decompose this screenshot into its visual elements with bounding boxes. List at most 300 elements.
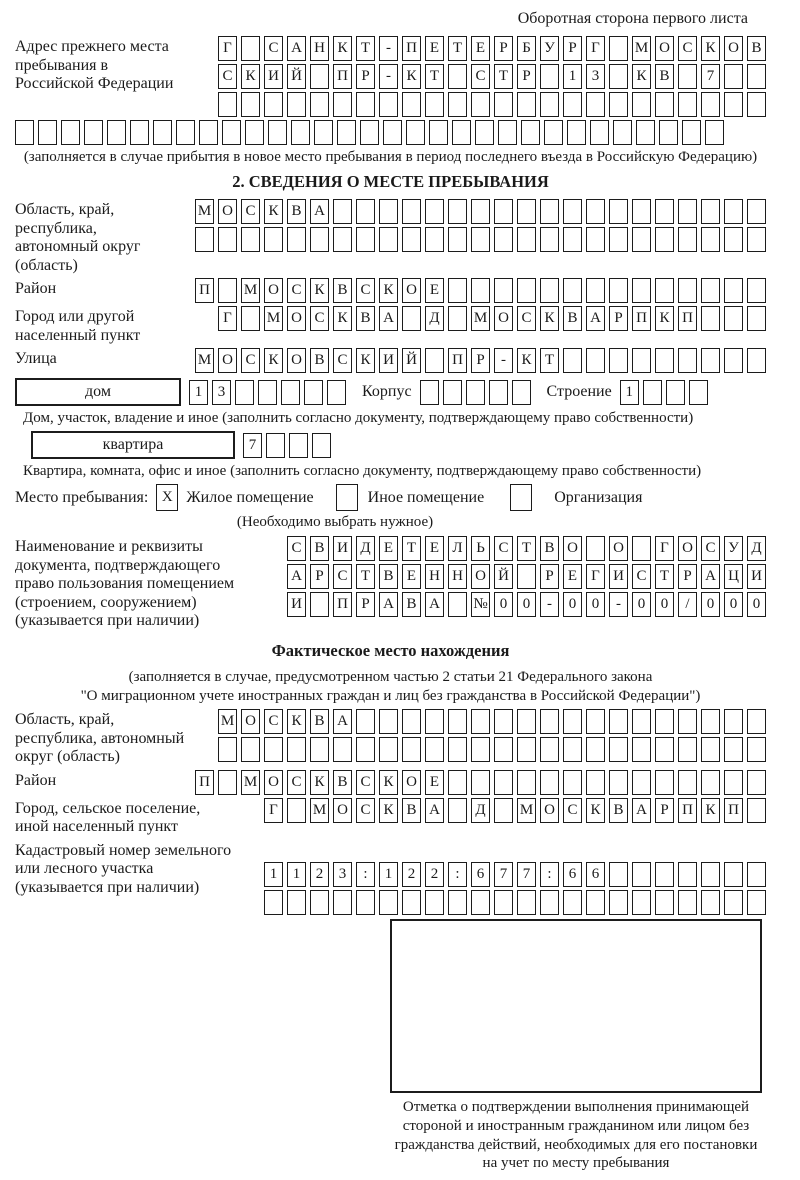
char-box[interactable]	[337, 120, 356, 145]
char-box[interactable]: К	[402, 64, 421, 89]
char-box[interactable]: А	[425, 798, 444, 823]
char-box[interactable]: 7	[701, 64, 720, 89]
char-box[interactable]	[747, 709, 766, 734]
char-box[interactable]: К	[333, 306, 352, 331]
char-box[interactable]: С	[471, 64, 490, 89]
char-box[interactable]: Р	[609, 306, 628, 331]
char-box[interactable]	[264, 92, 283, 117]
char-box[interactable]: С	[241, 348, 260, 373]
char-box[interactable]: В	[747, 36, 766, 61]
char-box[interactable]: 7	[517, 862, 536, 887]
char-box[interactable]: К	[264, 348, 283, 373]
char-box[interactable]	[448, 592, 467, 617]
char-box[interactable]: /	[678, 592, 697, 617]
char-box[interactable]: И	[747, 564, 766, 589]
char-box[interactable]	[544, 120, 563, 145]
char-box[interactable]	[563, 709, 582, 734]
char-box[interactable]	[333, 92, 352, 117]
char-box[interactable]	[379, 199, 398, 224]
char-box[interactable]	[678, 64, 697, 89]
char-box[interactable]: О	[264, 770, 283, 795]
char-box[interactable]	[356, 92, 375, 117]
char-box[interactable]	[632, 536, 651, 561]
char-box[interactable]: О	[264, 278, 283, 303]
char-box[interactable]	[540, 278, 559, 303]
char-box[interactable]	[241, 737, 260, 762]
char-box[interactable]	[517, 564, 536, 589]
char-box[interactable]: О	[678, 536, 697, 561]
char-box[interactable]	[655, 737, 674, 762]
char-box[interactable]	[609, 199, 628, 224]
char-box[interactable]	[448, 798, 467, 823]
char-box[interactable]	[448, 92, 467, 117]
char-box[interactable]	[264, 227, 283, 252]
char-box[interactable]: С	[563, 798, 582, 823]
char-box[interactable]	[724, 770, 743, 795]
char-box[interactable]	[471, 199, 490, 224]
char-box[interactable]	[471, 709, 490, 734]
char-box[interactable]	[609, 278, 628, 303]
char-box[interactable]: О	[287, 348, 306, 373]
char-box[interactable]	[310, 890, 329, 915]
char-box[interactable]: О	[402, 770, 421, 795]
char-box[interactable]	[540, 199, 559, 224]
char-box[interactable]: К	[333, 36, 352, 61]
char-box[interactable]	[235, 380, 254, 405]
char-box[interactable]	[747, 306, 766, 331]
char-box[interactable]	[494, 770, 513, 795]
char-box[interactable]	[724, 278, 743, 303]
char-box[interactable]: А	[586, 306, 605, 331]
char-box[interactable]: Т	[517, 536, 536, 561]
char-box[interactable]: М	[517, 798, 536, 823]
char-box[interactable]: :	[540, 862, 559, 887]
char-box[interactable]	[701, 770, 720, 795]
char-box[interactable]: П	[678, 798, 697, 823]
char-box[interactable]	[678, 227, 697, 252]
char-box[interactable]: -	[540, 592, 559, 617]
char-box[interactable]: О	[218, 199, 237, 224]
char-box[interactable]	[448, 737, 467, 762]
char-box[interactable]	[420, 380, 439, 405]
char-box[interactable]	[632, 348, 651, 373]
char-box[interactable]	[632, 199, 651, 224]
char-box[interactable]: М	[310, 798, 329, 823]
char-box[interactable]: К	[241, 64, 260, 89]
char-box[interactable]: М	[471, 306, 490, 331]
char-box[interactable]: В	[563, 306, 582, 331]
char-box[interactable]	[402, 227, 421, 252]
char-box[interactable]	[61, 120, 80, 145]
char-box[interactable]	[448, 306, 467, 331]
char-box[interactable]	[747, 890, 766, 915]
char-box[interactable]	[517, 199, 536, 224]
char-box[interactable]: О	[563, 536, 582, 561]
char-box[interactable]: В	[540, 536, 559, 561]
char-box[interactable]: С	[287, 278, 306, 303]
char-box[interactable]: К	[264, 199, 283, 224]
char-box[interactable]: С	[241, 199, 260, 224]
char-box[interactable]	[310, 592, 329, 617]
char-box[interactable]	[724, 348, 743, 373]
char-box[interactable]	[310, 227, 329, 252]
char-box[interactable]	[310, 737, 329, 762]
char-box[interactable]	[586, 199, 605, 224]
char-box[interactable]: Л	[448, 536, 467, 561]
char-box[interactable]	[327, 380, 346, 405]
char-box[interactable]: М	[241, 278, 260, 303]
char-box[interactable]: Г	[655, 536, 674, 561]
char-box[interactable]: :	[448, 862, 467, 887]
char-box[interactable]: Е	[425, 278, 444, 303]
char-box[interactable]: М	[195, 348, 214, 373]
char-box[interactable]: Е	[425, 536, 444, 561]
char-box[interactable]	[448, 278, 467, 303]
char-box[interactable]: В	[310, 348, 329, 373]
char-box[interactable]	[563, 737, 582, 762]
stay-type-checkbox-inoe[interactable]	[336, 484, 358, 511]
char-box[interactable]: 3	[212, 380, 231, 405]
char-box[interactable]: Е	[379, 536, 398, 561]
char-box[interactable]: К	[701, 36, 720, 61]
char-box[interactable]	[310, 64, 329, 89]
char-box[interactable]: Т	[356, 564, 375, 589]
char-box[interactable]	[333, 199, 352, 224]
char-box[interactable]: Ь	[471, 536, 490, 561]
char-box[interactable]: Т	[655, 564, 674, 589]
char-box[interactable]	[643, 380, 662, 405]
char-box[interactable]: А	[632, 798, 651, 823]
char-box[interactable]: Н	[425, 564, 444, 589]
char-box[interactable]: А	[379, 592, 398, 617]
char-box[interactable]	[632, 709, 651, 734]
char-box[interactable]: В	[402, 798, 421, 823]
char-box[interactable]: И	[333, 536, 352, 561]
char-box[interactable]: П	[724, 798, 743, 823]
char-box[interactable]	[747, 348, 766, 373]
char-box[interactable]	[287, 737, 306, 762]
char-box[interactable]: К	[379, 278, 398, 303]
char-box[interactable]: В	[333, 278, 352, 303]
char-box[interactable]	[609, 770, 628, 795]
char-box[interactable]	[586, 536, 605, 561]
char-box[interactable]: С	[356, 798, 375, 823]
char-box[interactable]	[655, 199, 674, 224]
char-box[interactable]: О	[241, 709, 260, 734]
char-box[interactable]	[402, 199, 421, 224]
char-box[interactable]: С	[356, 278, 375, 303]
char-box[interactable]: Д	[471, 798, 490, 823]
char-box[interactable]	[636, 120, 655, 145]
char-box[interactable]	[379, 92, 398, 117]
char-box[interactable]	[379, 890, 398, 915]
char-box[interactable]	[701, 199, 720, 224]
char-box[interactable]	[494, 890, 513, 915]
char-box[interactable]	[402, 737, 421, 762]
char-box[interactable]: Н	[310, 36, 329, 61]
char-box[interactable]	[471, 92, 490, 117]
char-box[interactable]	[425, 199, 444, 224]
char-box[interactable]: О	[333, 798, 352, 823]
char-box[interactable]	[517, 278, 536, 303]
char-box[interactable]	[632, 737, 651, 762]
char-box[interactable]	[586, 92, 605, 117]
char-box[interactable]	[289, 433, 308, 458]
char-box[interactable]: А	[333, 709, 352, 734]
char-box[interactable]: Е	[471, 36, 490, 61]
char-box[interactable]: К	[701, 798, 720, 823]
char-box[interactable]: В	[356, 306, 375, 331]
char-box[interactable]: 0	[586, 592, 605, 617]
char-box[interactable]	[452, 120, 471, 145]
char-box[interactable]	[678, 709, 697, 734]
char-box[interactable]	[471, 227, 490, 252]
char-box[interactable]: О	[471, 564, 490, 589]
char-box[interactable]: Й	[402, 348, 421, 373]
char-box[interactable]: -	[494, 348, 513, 373]
char-box[interactable]	[655, 770, 674, 795]
char-box[interactable]: К	[632, 64, 651, 89]
char-box[interactable]: С	[264, 36, 283, 61]
char-box[interactable]	[517, 92, 536, 117]
char-box[interactable]	[678, 862, 697, 887]
char-box[interactable]	[425, 709, 444, 734]
char-box[interactable]	[724, 227, 743, 252]
char-box[interactable]: Т	[448, 36, 467, 61]
char-box[interactable]	[701, 709, 720, 734]
char-box[interactable]	[222, 120, 241, 145]
char-box[interactable]	[563, 92, 582, 117]
char-box[interactable]	[563, 227, 582, 252]
char-box[interactable]: Р	[655, 798, 674, 823]
char-box[interactable]	[701, 227, 720, 252]
char-box[interactable]: 3	[333, 862, 352, 887]
char-box[interactable]	[448, 709, 467, 734]
char-box[interactable]	[678, 737, 697, 762]
char-box[interactable]: К	[310, 770, 329, 795]
char-box[interactable]	[747, 92, 766, 117]
char-box[interactable]	[356, 737, 375, 762]
char-box[interactable]	[678, 770, 697, 795]
char-box[interactable]	[747, 199, 766, 224]
char-box[interactable]: Т	[402, 536, 421, 561]
char-box[interactable]: О	[494, 306, 513, 331]
char-box[interactable]	[425, 92, 444, 117]
char-box[interactable]: Т	[494, 64, 513, 89]
char-box[interactable]	[724, 64, 743, 89]
char-box[interactable]	[494, 737, 513, 762]
char-box[interactable]	[747, 798, 766, 823]
char-box[interactable]	[176, 120, 195, 145]
char-box[interactable]: 0	[655, 592, 674, 617]
char-box[interactable]	[425, 227, 444, 252]
char-box[interactable]: А	[287, 564, 306, 589]
char-box[interactable]	[466, 380, 485, 405]
char-box[interactable]	[38, 120, 57, 145]
char-box[interactable]: Г	[586, 36, 605, 61]
char-box[interactable]	[266, 433, 285, 458]
char-box[interactable]: Р	[356, 64, 375, 89]
char-box[interactable]	[218, 770, 237, 795]
char-box[interactable]: П	[195, 770, 214, 795]
char-box[interactable]	[701, 92, 720, 117]
char-box[interactable]	[655, 862, 674, 887]
char-box[interactable]	[609, 92, 628, 117]
char-box[interactable]: В	[609, 798, 628, 823]
char-box[interactable]: К	[517, 348, 536, 373]
char-box[interactable]: К	[310, 278, 329, 303]
char-box[interactable]	[609, 737, 628, 762]
char-box[interactable]	[494, 199, 513, 224]
char-box[interactable]	[586, 227, 605, 252]
char-box[interactable]	[724, 306, 743, 331]
char-box[interactable]	[632, 278, 651, 303]
char-box[interactable]: С	[287, 536, 306, 561]
char-box[interactable]: В	[310, 709, 329, 734]
char-box[interactable]	[609, 64, 628, 89]
char-box[interactable]	[84, 120, 103, 145]
char-box[interactable]: №	[471, 592, 490, 617]
char-box[interactable]: К	[356, 348, 375, 373]
char-box[interactable]: К	[379, 798, 398, 823]
char-box[interactable]	[678, 278, 697, 303]
char-box[interactable]: -	[379, 36, 398, 61]
char-box[interactable]	[747, 227, 766, 252]
char-box[interactable]	[475, 120, 494, 145]
char-box[interactable]: С	[678, 36, 697, 61]
char-box[interactable]	[107, 120, 126, 145]
char-box[interactable]	[494, 798, 513, 823]
char-box[interactable]	[567, 120, 586, 145]
char-box[interactable]	[540, 709, 559, 734]
char-box[interactable]	[609, 709, 628, 734]
char-box[interactable]: О	[655, 36, 674, 61]
char-box[interactable]	[312, 433, 331, 458]
char-box[interactable]	[241, 92, 260, 117]
char-box[interactable]	[153, 120, 172, 145]
char-box[interactable]: 6	[586, 862, 605, 887]
char-box[interactable]: О	[287, 306, 306, 331]
char-box[interactable]	[448, 199, 467, 224]
char-box[interactable]	[402, 709, 421, 734]
char-box[interactable]: В	[402, 592, 421, 617]
char-box[interactable]: 7	[243, 433, 262, 458]
stay-type-checkbox-zhiloe[interactable]: X	[156, 484, 178, 511]
char-box[interactable]	[701, 737, 720, 762]
char-box[interactable]: М	[264, 306, 283, 331]
char-box[interactable]	[586, 737, 605, 762]
char-box[interactable]	[356, 709, 375, 734]
char-box[interactable]	[517, 737, 536, 762]
char-box[interactable]	[655, 890, 674, 915]
char-box[interactable]	[701, 862, 720, 887]
char-box[interactable]: 2	[425, 862, 444, 887]
char-box[interactable]: Р	[356, 592, 375, 617]
char-box[interactable]	[521, 120, 540, 145]
char-box[interactable]: У	[724, 536, 743, 561]
char-box[interactable]	[218, 278, 237, 303]
char-box[interactable]: А	[287, 36, 306, 61]
char-box[interactable]	[586, 709, 605, 734]
char-box[interactable]: 1	[189, 380, 208, 405]
char-box[interactable]	[241, 36, 260, 61]
char-box[interactable]: И	[379, 348, 398, 373]
char-box[interactable]	[218, 227, 237, 252]
char-box[interactable]	[241, 306, 260, 331]
char-box[interactable]	[586, 890, 605, 915]
char-box[interactable]: П	[333, 64, 352, 89]
char-box[interactable]: -	[379, 64, 398, 89]
char-box[interactable]	[666, 380, 685, 405]
char-box[interactable]: С	[632, 564, 651, 589]
char-box[interactable]	[540, 737, 559, 762]
char-box[interactable]: Й	[287, 64, 306, 89]
char-box[interactable]	[655, 227, 674, 252]
char-box[interactable]	[425, 737, 444, 762]
char-box[interactable]	[517, 770, 536, 795]
char-box[interactable]: 7	[494, 862, 513, 887]
char-box[interactable]: К	[540, 306, 559, 331]
char-box[interactable]	[383, 120, 402, 145]
char-box[interactable]: Н	[448, 564, 467, 589]
char-box[interactable]	[264, 890, 283, 915]
char-box[interactable]: 0	[517, 592, 536, 617]
char-box[interactable]	[268, 120, 287, 145]
char-box[interactable]	[512, 380, 531, 405]
char-box[interactable]: Ц	[724, 564, 743, 589]
char-box[interactable]: Р	[494, 36, 513, 61]
char-box[interactable]	[443, 380, 462, 405]
char-box[interactable]	[586, 348, 605, 373]
char-box[interactable]	[241, 227, 260, 252]
char-box[interactable]	[655, 92, 674, 117]
char-box[interactable]: О	[218, 348, 237, 373]
char-box[interactable]: У	[540, 36, 559, 61]
char-box[interactable]: В	[333, 770, 352, 795]
char-box[interactable]: И	[287, 592, 306, 617]
char-box[interactable]	[356, 199, 375, 224]
char-box[interactable]	[540, 64, 559, 89]
char-box[interactable]: К	[586, 798, 605, 823]
char-box[interactable]: М	[218, 709, 237, 734]
char-box[interactable]	[379, 737, 398, 762]
char-box[interactable]	[402, 306, 421, 331]
char-box[interactable]: 6	[471, 862, 490, 887]
char-box[interactable]	[406, 120, 425, 145]
char-box[interactable]: 6	[563, 862, 582, 887]
char-box[interactable]	[314, 120, 333, 145]
char-box[interactable]	[360, 120, 379, 145]
char-box[interactable]	[563, 199, 582, 224]
char-box[interactable]	[333, 890, 352, 915]
char-box[interactable]	[258, 380, 277, 405]
char-box[interactable]: 0	[494, 592, 513, 617]
char-box[interactable]: 2	[310, 862, 329, 887]
char-box[interactable]: О	[540, 798, 559, 823]
char-box[interactable]: Д	[356, 536, 375, 561]
char-box[interactable]: К	[379, 770, 398, 795]
char-box[interactable]: 1	[264, 862, 283, 887]
char-box[interactable]: Д	[747, 536, 766, 561]
char-box[interactable]: Т	[356, 36, 375, 61]
char-box[interactable]	[655, 278, 674, 303]
char-box[interactable]: Е	[425, 36, 444, 61]
char-box[interactable]: 2	[402, 862, 421, 887]
char-box[interactable]	[402, 890, 421, 915]
char-box[interactable]: 1	[620, 380, 639, 405]
char-box[interactable]	[590, 120, 609, 145]
char-box[interactable]	[632, 770, 651, 795]
